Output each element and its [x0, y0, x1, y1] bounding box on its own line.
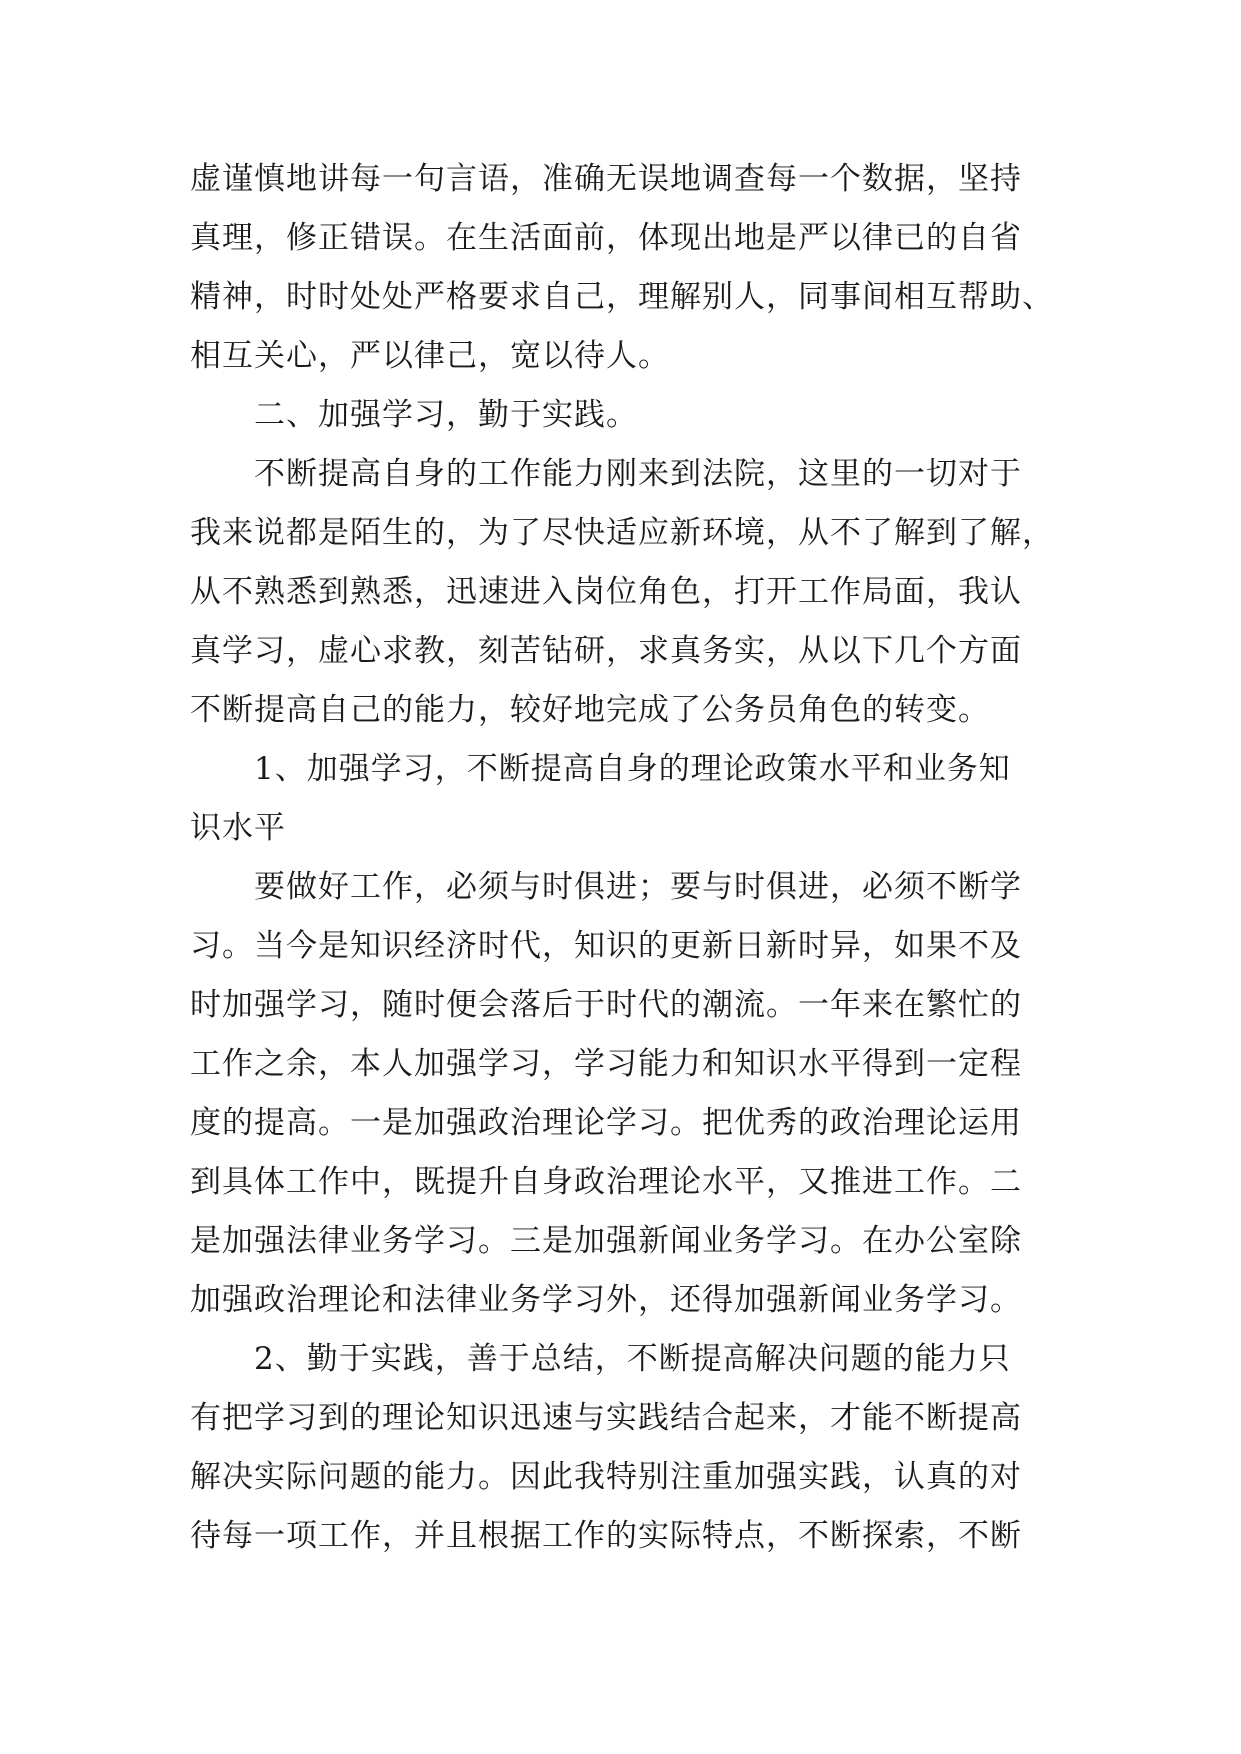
text-line: 有把学习到的理论知识迅速与实践结合起来，才能不断提高: [190, 1400, 1022, 1436]
text-line: 工作之余，本人加强学习，学习能力和知识水平得到一定程: [190, 1046, 1022, 1082]
text-line: 是加强法律业务学习。三是加强新闻业务学习。在办公室除: [190, 1223, 1022, 1259]
text-line: 不断提高自身的工作能力刚来到法院，这里的一切对于: [254, 456, 1022, 492]
subsection-heading: 2、勤于实践，善于总结，不断提高解决问题的能力只: [254, 1341, 1011, 1377]
text-line: 度的提高。一是加强政治理论学习。把优秀的政治理论运用: [190, 1105, 1022, 1141]
section-heading: 二、加强学习，勤于实践。: [254, 397, 638, 433]
text-line: 我来说都是陌生的，为了尽快适应新环境，从不了解到了解，: [190, 515, 1054, 551]
text-line: 时加强学习，随时便会落后于时代的潮流。一年来在繁忙的: [190, 987, 1022, 1023]
text-line: 习。当今是知识经济时代，知识的更新日新时异，如果不及: [190, 928, 1022, 964]
text-line: 待每一项工作，并且根据工作的实际特点，不断探索，不断: [190, 1518, 1022, 1554]
text-line: 精神，时时处处严格要求自己，理解别人，同事间相互帮助、: [190, 279, 1054, 315]
subsection-heading: 1、加强学习，不断提高自身的理论政策水平和业务知: [254, 751, 1011, 787]
text-line: 解决实际问题的能力。因此我特别注重加强实践，认真的对: [190, 1459, 1022, 1495]
text-line: 加强政治理论和法律业务学习外，还得加强新闻业务学习。: [190, 1282, 1022, 1318]
subsection-heading-continued: 识水平: [190, 810, 286, 846]
text-line: 要做好工作，必须与时俱进；要与时俱进，必须不断学: [254, 869, 1022, 905]
text-line: 相互关心，严以律己，宽以待人。: [190, 338, 670, 374]
text-line: 真学习，虚心求教，刻苦钻研，求真务实，从以下几个方面: [190, 633, 1022, 669]
text-line: 从不熟悉到熟悉，迅速进入岗位角色，打开工作局面，我认: [190, 574, 1022, 610]
document-body: [190, 150, 1052, 1566]
text-line: 到具体工作中，既提升自身政治理论水平，又推进工作。二: [190, 1164, 1022, 1200]
text-line: 不断提高自己的能力，较好地完成了公务员角色的转变。: [190, 692, 990, 728]
text-line: 真理，修正错误。在生活面前，体现出地是严以律已的自省: [190, 220, 1022, 256]
text-line: 虚谨慎地讲每一句言语，准确无误地调查每一个数据，坚持: [190, 161, 1022, 197]
